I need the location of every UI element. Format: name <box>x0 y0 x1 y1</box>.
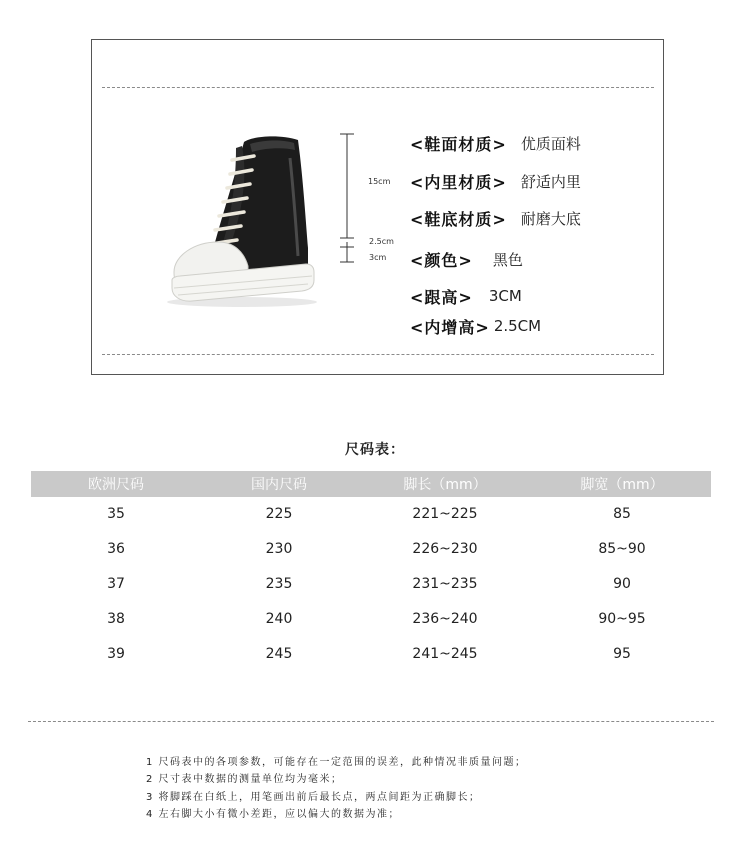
table-row <box>31 636 711 671</box>
table-cell: 85 <box>613 506 631 522</box>
inner-lift-label: 2.5cm <box>369 237 394 246</box>
spec-row-inner-lift <box>410 315 541 337</box>
table-cell: 241~245 <box>412 645 478 662</box>
product-info-panel <box>91 39 664 375</box>
spec-value: 耐磨大底 <box>520 209 581 228</box>
header-eu-size: 欧洲尺码 <box>31 471 201 497</box>
table-cell: 240 <box>265 610 293 627</box>
table-cell: 90~95 <box>598 610 646 627</box>
table-row <box>31 497 711 531</box>
table-row <box>31 531 711 566</box>
size-chart-table <box>31 471 711 671</box>
spec-key: <鞋面材质> <box>410 134 507 154</box>
notes-dashed-divider <box>28 721 714 722</box>
size-notes <box>146 754 527 823</box>
spec-row-upper <box>410 132 581 154</box>
table-header-row <box>31 471 711 497</box>
table-cell: 235 <box>265 575 293 592</box>
header-foot-width: 脚宽（mm） <box>533 471 711 497</box>
spec-row-sole <box>410 207 581 229</box>
table-cell: 231~235 <box>412 575 478 592</box>
spec-value: 舒适内里 <box>520 172 581 191</box>
spec-value: 2.5CM <box>493 317 542 335</box>
note-item: 1 尺码表中的各项参数，可能存在一定范围的误差，此种情况非质量问题； <box>146 757 527 768</box>
table-cell: 226~230 <box>412 540 478 557</box>
spec-value: 黑色 <box>492 250 523 269</box>
table-row <box>31 566 711 601</box>
spec-value: 优质面料 <box>520 134 581 153</box>
header-cn-size: 国内尺码 <box>201 471 357 497</box>
note-item: 2 尺寸表中数据的测量单位均为毫米； <box>146 774 343 786</box>
spec-key: <内增高> <box>410 317 490 337</box>
table-cell: 38 <box>107 610 125 627</box>
table-cell: 39 <box>107 645 125 662</box>
table-cell: 225 <box>265 506 293 522</box>
top-dashed-divider <box>102 87 654 88</box>
table-cell: 95 <box>613 645 631 662</box>
table-cell: 85~90 <box>598 540 646 557</box>
spec-row-color <box>410 248 523 270</box>
table-cell: 236~240 <box>412 610 478 627</box>
size-chart-title: 尺码表： <box>345 442 405 458</box>
heel-height-label: 3cm <box>369 253 387 262</box>
measurement-guide <box>337 133 357 263</box>
note-item: 4 左右脚大小有微小差距，应以偏大的数据为准； <box>146 808 401 820</box>
table-cell: 36 <box>107 540 125 557</box>
table-row <box>31 601 711 636</box>
table-cell: 90 <box>613 575 631 592</box>
spec-key: <内里材质> <box>410 172 507 192</box>
table-cell: 37 <box>107 575 125 592</box>
spec-row-heel <box>410 285 522 307</box>
spec-key: <跟高> <box>410 287 473 307</box>
shaft-height-label: 15cm <box>368 177 391 186</box>
note-item: 3 将脚踩在白纸上，用笔画出前后最长点，两点间距为正确脚长； <box>146 791 481 803</box>
spec-row-lining <box>410 170 581 192</box>
header-foot-length: 脚长（mm） <box>357 471 533 497</box>
table-cell: 245 <box>265 645 293 662</box>
spec-value: 3CM <box>488 287 522 305</box>
spec-key: <颜色> <box>410 250 473 270</box>
table-cell: 230 <box>265 540 293 557</box>
table-cell: 221~225 <box>412 506 478 522</box>
ruler-lines <box>337 133 357 263</box>
table-cell: 35 <box>107 506 125 522</box>
spec-key: <鞋底材质> <box>410 209 507 229</box>
bottom-dashed-divider <box>102 354 654 355</box>
